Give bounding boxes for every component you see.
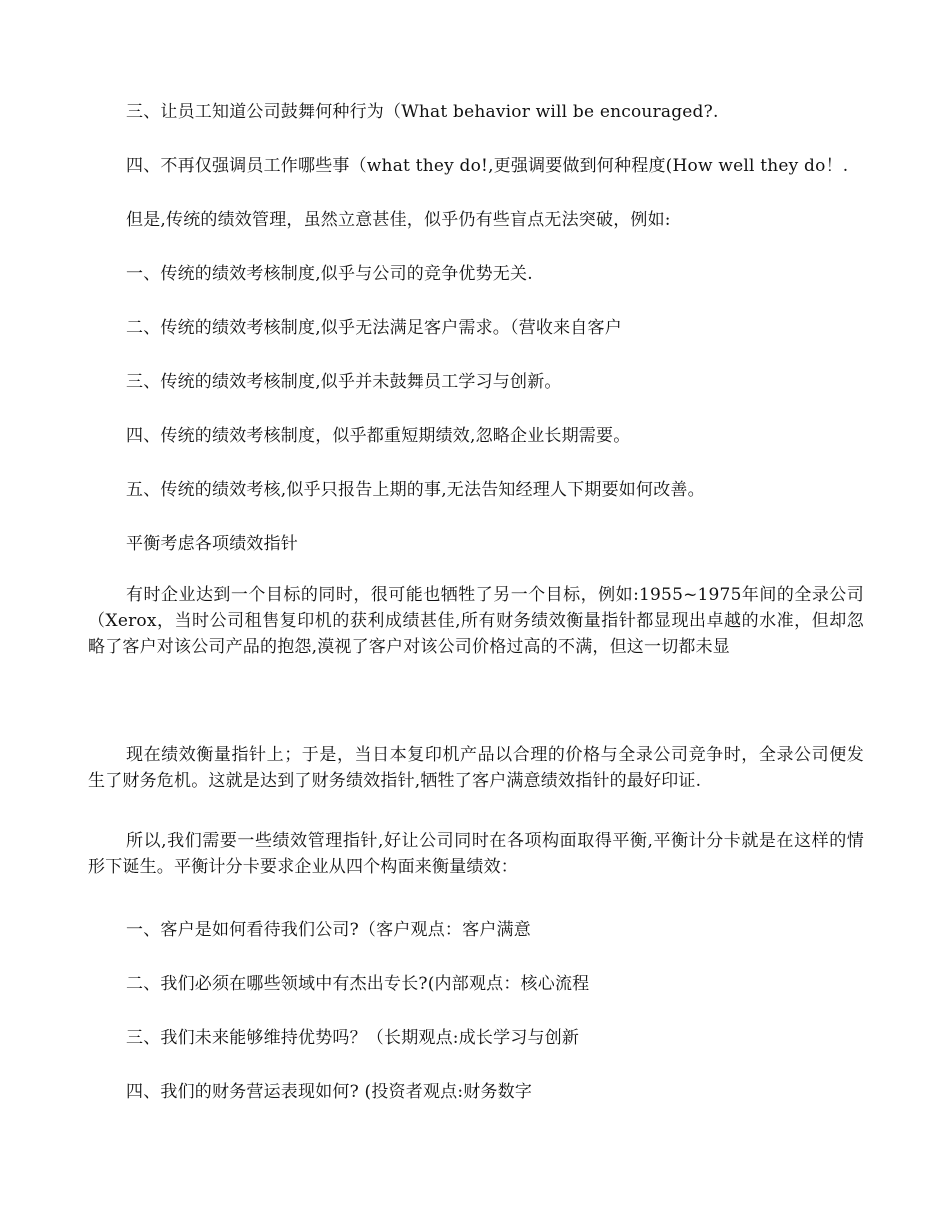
- paragraph-12: 一、客户是如何看待我们公司?（客户观点：客户满意: [126, 920, 531, 940]
- section-heading: 平衡考虑各项绩效指针: [126, 534, 298, 554]
- paragraph-5: 二、传统的绩效考核制度,似乎无法满足客户需求。（营收来自客户: [126, 318, 622, 338]
- paragraph-11: 所以,我们需要一些绩效管理指针,好让公司同时在各项构面取得平衡,平衡计分卡就是在这样的情形下诞生。平衡计分卡要求企业从四个构面来衡量绩效：: [88, 831, 864, 877]
- paragraph-14: 三、我们未来能够维持优势吗？（长期观点:成长学习与创新: [126, 1028, 580, 1048]
- paragraph-1: 三、让员工知道公司鼓舞何种行为（What behavior will be encouraged?.: [126, 102, 719, 122]
- paragraph-2: 四、不再仅强调员工作哪些事（what they do!,更强调要做到何种程度(How well they do！.: [126, 156, 849, 176]
- paragraph-3: 但是,传统的绩效管理，虽然立意甚佳，似乎仍有些盲点无法突破，例如:: [126, 210, 671, 230]
- paragraph-7: 四、传统的绩效考核制度，似乎都重短期绩效,忽略企业长期需要。: [126, 426, 631, 446]
- paragraph-8: 五、传统的绩效考核,似乎只报告上期的事,无法告知经理人下期要如何改善。: [126, 480, 705, 500]
- paragraph-10: 现在绩效衡量指针上；于是，当日本复印机产品以合理的价格与全录公司竞争时，全录公司便发生了财务危机。这就是达到了财务绩效指针,牺牲了客户满意绩效指针的最好印证.: [88, 745, 864, 791]
- paragraph-4: 一、传统的绩效考核制度,似乎与公司的竞争优势无关.: [126, 264, 533, 284]
- paragraph-13: 二、我们必须在哪些领域中有杰出专长?(内部观点：核心流程: [126, 974, 590, 994]
- paragraph-6: 三、传统的绩效考核制度,似乎并未鼓舞员工学习与创新。: [126, 372, 562, 392]
- paragraph-15: 四、我们的财务营运表现如何? (投资者观点:财务数字: [126, 1082, 533, 1102]
- paragraph-9: 有时企业达到一个目标的同时，很可能也牺牲了另一个目标，例如:1955~1975年间的全录公司（Xerox，当时公司租售复印机的获利成绩甚佳,所有财务绩效衡量指针都显现出卓越的水准，但却忽略了客户对该公司产品的抱怨,漠视了客户对该公司价格过高的不满，但这一切都未显: [88, 585, 864, 657]
